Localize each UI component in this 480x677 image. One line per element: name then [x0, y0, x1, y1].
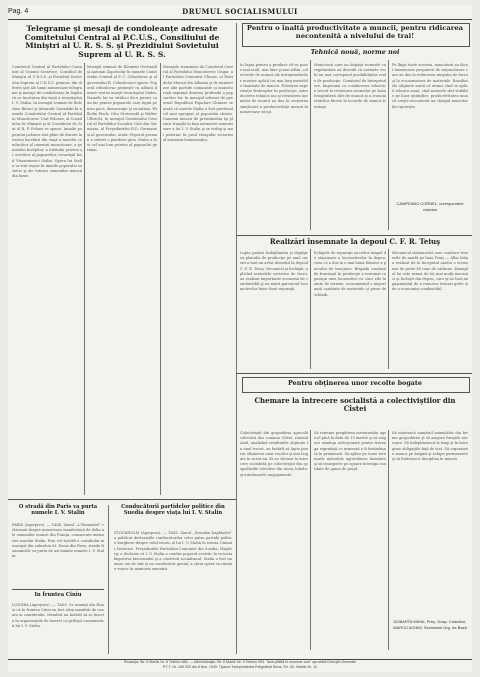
page-number: Pag. 4: [8, 8, 29, 15]
productivity-headline: Pentru o înaltă productivitate a muncii, pentru ridicarea necontenită a nivelului de trai!: [246, 24, 464, 40]
footer-line-2: P.T.T. Nr. 106.320 din 8 Nov. 1949. Tiparul: Întreprinderea Poligrafică Deva, Str. Gh. Barițiu Nr. 12: [162, 665, 318, 669]
condolences-col-3: Mesajele transmise de Comitetul Central al Partidului Muncitoresc Ungar, al Partidului Comunist Chinez, al Partidului Muncii din Albania şi de numeroase alte partide comuniste şi muncitoreşti exprimă durerea profundă a popoarelor lor. In mesajul adresat de guvernul Republicii Populare Chineze se arată că marele Stalin a fost prietenul cel mai apropiat al poporului chinez. Oamenii muncii de pretutindeni îşi pleacă frunţile în faţa memoriei nemuritoare a lui I. V. Stalin şi se strîng şi mai puternic în jurul steagului victorios al marxism-leninismului.: [163, 65, 233, 142]
paris-street-text: PARIS (Agerpres). — TASS. Ziarul „L'Humanité” relatează despre numeroase manifestaţii de doliu ale oamenilor muncii din Franţa, consacrate memoriei marelui Stalin. Prin vot hotărît a consiliului municipal din suburbia St. Denis din Paris, strada Romainville va purta de azi înainte numele I. V. Stalin.: [12, 523, 104, 559]
section-divider: [236, 23, 237, 654]
column-divider: [388, 249, 389, 369]
swedish-parties-headline: Conducătorii partidelor politice din Suedia despre viaţa lui I. V. Stalin: [121, 504, 225, 516]
swedish-parties-text: STOCKHOLM (Agerpres). — TASS. Ziarul „Svenska Dagbladet” a publicat declaraţiile conducătorilor celor patru partide politice burgheze despre rolul istoric al lui I. V. Stalin în istoria Uniunii Sovietice. Preşedintele Partidului Comunist din Suedia, Hagberg, a declarat că I. V. Stalin a condus poporul sovietic la victoria împotriva fascismului şi a construit socialismul. Stalin a fost un mare om de stat şi un conducător genial, a cărui operă va rămîne veşnic în memoria omenirii.: [114, 531, 232, 572]
newspaper-page: [8, 5, 472, 672]
productivity-col-2: Muncitorii care au depăşit normele cu regularitate au dovedit că normele vechi nu mai corespund posibilităţilor reale de producţie. Comitetul de întreprindere, împreună cu conducerea tehnică, a trecut la revizuirea normelor pe baza fotografierii zilei de muncă şi a cronometrărilor făcute la locurile de muncă fruntaşe.: [314, 63, 386, 109]
teius-depot-col-1: Lupta pentru îndeplinirea şi depăşirea planului de producţie pe anul curent a luat un avînt deosebit la depoul C. F. R. Teiuş. Mecanicii şi fochiştii, aplicînd metodele sovietice de lucru, au realizat importante economii de combustibil şi au mărit parcursul locomotivelor între două reparaţii.: [240, 251, 308, 292]
column-divider: [310, 430, 311, 650]
condolences-col-2: Mesajul semnat de Klement Gottwald şi Antonin Zapotocky în numele Comitetului Central al P. C. Cehoslovac şi al guvernului R. Cehoslovace spune: Poporul cehoslovac primeşte cu adîncă durere vestea morţii tovarăşului Stalin. Numele lui va străluci de-a pururi ca un far pentru popoarele care luptă pentru pace, democraţie şi socialism. Wilhelm Pieck, Otto Grotewohl şi Walter Ulbricht, în mesajul Comitetului Central al Partidului Socialist Unit din Germania, al Preşedintelui R.D. Germane şi al guvernului, arată: Poporul german a suferit o pierdere grea. Stalin a fost cel mai bun prieten al poporului german.: [87, 65, 157, 153]
condolences-headline: Telegrame şi mesaji de condoleanţe adresate Comitetului Central al P.C.U.S., Consiliului de Miniştri al U. R. S. S. şi Prezidiului Sovietului Suprem al U. R. S. S.: [24, 24, 220, 60]
article-rule: [12, 589, 104, 590]
section-rule: [8, 499, 236, 500]
china-text: LONDRA (Agerpres). — TASS. Se anunţă din Hanoi că în fruntea Ciniu au fost aleşi membrii de onoare ai comitetului. Membrii au hotărît să se înscrie în organizaţiile de tineret cu prilejul comemorării lui I. V. Stalin.: [12, 603, 104, 628]
harvest-col-3: Să mărească numărul animalelor din ferma gospodăriei şi să asigure furajele necesare. Să îndeplinească la timp şi în întregime obligaţiile faţă de stat. Să organizeze munca pe brigăzi şi echipe permanente şi să întărească disciplina în muncă.: [392, 431, 468, 462]
section-rule: [236, 235, 472, 236]
china-headline: In fruntea Ciniu: [34, 592, 82, 598]
teius-depot-col-2: Echipele de reparaţii au redus timpul de staţionare a locomotivelor în depou, ceea ce a dus la o mai bună folosire a parcului de tracţiune. Brigada condusă de fruntaşul în producţie a terminat reparaţia unei locomotive cu cinci zile înainte de termen, economisind o importantă cantitate de materiale şi piese de schimb.: [314, 251, 386, 297]
page-header: [8, 5, 472, 20]
productivity-signature: CAMPEANU CORNEL, corespondent voluntar: [396, 201, 464, 212]
column-divider: [84, 63, 85, 495]
harvest-headline-main: Chemare la întrecere socialistă a colectiviştilor din Cîstei: [254, 396, 456, 414]
column-divider: [310, 60, 311, 230]
column-divider: [108, 505, 109, 654]
masthead: DRUMUL SOCIALISMULUI: [182, 7, 298, 16]
harvest-headline-prefix: Pentru obţinerea unor recolte bogate: [288, 379, 422, 387]
column-divider: [310, 249, 311, 369]
harvest-col-1: Colectiviştii din gospodăria agricolă colectivă din comuna Cîstei, raionul Aiud, analizînd rezultatele obţinute în anul trecut, au hotărît să lupte pentru obţinerea unor recolte şi mai bogate în acest an. Ei au chemat la întrecere socialistă pe colectiviştii din gospodăriile colective din raion, luîndu-şi următoarele angajamente:: [240, 431, 308, 477]
productivity-col-1: In lupta pentru a produce cît se poate mai mult, mai bine şi mai ieftin, colectivele de muncă ale întreprinderilor noastre aplică tot mai larg metodele înaintate de muncă. Folosirea experienţei fruntaşilor în producţie, introducerea tehnicii noi şi revizuirea normelor de muncă au dus la creşterea simţitoare a productivităţii muncii în numeroase secţii.: [240, 63, 308, 114]
teius-depot-headline: Realizări însemnate la depoul C. F. R. Teiuş: [269, 237, 441, 246]
productivity-subheadline: Tehnică nouă, norme noi: [310, 48, 400, 56]
column-divider: [388, 60, 389, 230]
paris-street-headline: O stradă din Paris va purta numele I. V. Stalin: [18, 504, 98, 516]
harvest-col-2: Să termine pregătirea inventarului agricol pînă la data de 15 martie şi să asigure sămînţa selecţionată pentru întreaga suprafaţă ce urmează a fi însămînţată în primăvară. Să aplice pe toate terenurile metodele agrotehnice înaintate şi să transporte pe ogoare întreaga cantitate de gunoi de grajd.: [314, 431, 386, 472]
harvest-signature: DOBARTA MIHAI, Preş. Gosp. Colective, MARCU ACHIM, Secretarul Org. de Bază: [393, 619, 467, 630]
productivity-col-3: Pe lîngă toate acestea, muncitorii au făcut numeroase propuneri de raţionalizare care au dus la reducerea timpului de lucru şi la economisirea de materiale. Rezultatele obţinute arată că atunci cînd se aplică tehnica nouă, cînd normele sînt stabilite pe baze ştiinţifice, productivitatea muncii creşte necontenit iar cîştigul muncitorilor sporeşte.: [392, 63, 468, 109]
footer-line-1: Redacţia: Str. 6 Martie Nr. 6 Telefon 688. — Administraţia: Str. 6 Martie Nr. 9 Telefon 594. Taxa plătită în numerar conf. aprobării Direcţiei Generale: [123, 660, 357, 664]
section-rule: [236, 373, 472, 374]
page-footer: [8, 659, 472, 672]
teius-depot-col-3: Mecanicul stahanovist care conduce trenurile de marfă pe linia Teiuş — Alba Iulia a realizat de la începutul anului o economie de peste 40 tone de cărbune. Exemplul lui este urmat de tot mai mulţi mecanici şi fochişti din depou, care şi-au luat angajamentul de a remorca trenuri grele şi de a economisi combustibil.: [392, 251, 468, 292]
column-divider: [160, 63, 161, 495]
column-divider: [388, 430, 389, 650]
condolences-col-1: Comitetul Central al Partidului Comunist al Uniunii Sovietice, Consiliul de Miniştri al U.R.S.S. şi Prezidiul Sovietului Suprem al U.R.S.S. primesc din diferite ţări ale lumii numeroase telegrame şi mesaje de condoleanţe în legătură cu încetarea din viaţă a tovarăşului I. V. Stalin. In mesajul semnat de Boleslaw Bierut şi Alexandr Zawadzki în numele Comitetului Central al Partidului Muncitoresc Unit Polonez, al Consiliului de Miniştri şi al Consiliului de Stat al R. P. Polone se spune: Inimile poporului polonez sînt pline de durere la vestea încetării din viaţă a marelui conducător al omenirii muncitoare, a genialului învăţător, a iubitului prieten şi ocrotitor al popoarelor, tovarăşul Iosif Visarionovici Stalin. Opera lui Stalin va trăi veşnic în inimile poporului sovietic şi ale tuturor oamenilor muncii din lume.: [12, 65, 82, 179]
